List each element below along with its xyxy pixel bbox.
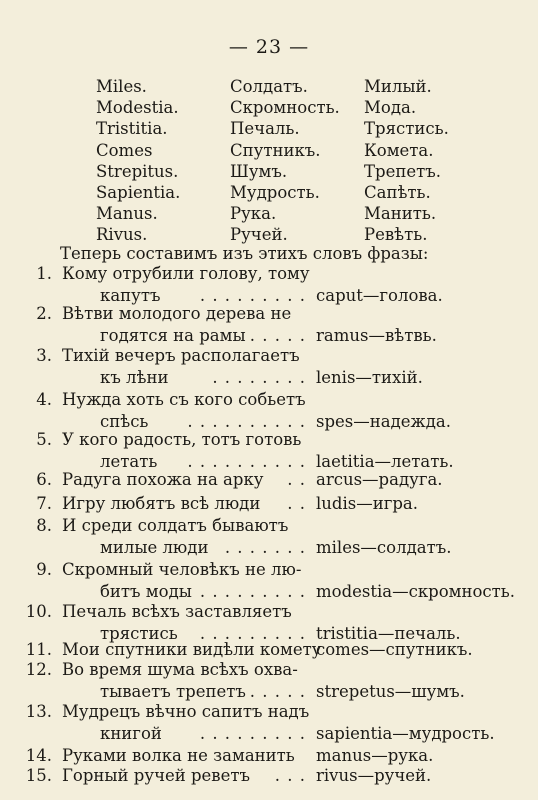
sentence-number: 11. [25, 640, 52, 659]
sentence-item [0, 702, 538, 746]
sentence-continuation: битъ моды [100, 582, 192, 601]
meaning-word: Ручей. [230, 225, 288, 245]
vocab-row [96, 118, 449, 139]
vocab-row [96, 161, 449, 182]
answer-text: lenis—тихій. [316, 368, 423, 387]
answer-text: manus—рука. [316, 746, 434, 765]
sentence-number: 10. [25, 602, 52, 621]
latin-word: Manus. [96, 204, 158, 224]
intro-line: Теперь составимъ изъ этихъ словъ фразы: [60, 244, 429, 263]
leader-dots: . . . . . [249, 326, 306, 345]
meaning-word: Скромность. [230, 98, 340, 118]
sentence-number: 4. [36, 390, 52, 409]
sentence-continuation: спѣсь [100, 412, 149, 431]
leader-dots: . . [287, 494, 306, 513]
sentence-continuation: годятся на рамы [100, 326, 246, 345]
vocab-row [96, 224, 449, 245]
sentence-item [0, 390, 538, 434]
meaning-word: Шумъ. [230, 161, 288, 181]
sentence-text: Скромный человѣкъ не лю- [62, 560, 302, 579]
latin-word: Sapientia. [96, 183, 181, 203]
sentence-text: Игру любятъ всѣ люди [62, 494, 261, 513]
answer-text: comes—спутникъ. [316, 640, 473, 659]
answer-text: strepetus—шумъ. [316, 682, 465, 701]
answer-text: arcus—радуга. [316, 470, 443, 489]
leader-dots: . . . . . . . . . [199, 724, 306, 743]
sentence-text: Горный ручей реветъ [62, 766, 250, 785]
leader-dots: . . . . . . . . . [199, 582, 306, 601]
vocab-row [96, 182, 449, 203]
sentence-continuation: къ лѣни [100, 368, 169, 387]
sentence-text: Нужда хоть съ кого собьетъ [62, 390, 306, 409]
sentence-number: 9. [36, 560, 52, 579]
answer-text: spes—надежда. [316, 412, 451, 431]
vocab-row [96, 97, 449, 118]
sentence-item [0, 264, 538, 308]
association-word: Ревѣть. [364, 225, 428, 245]
meaning-word: Солдатъ. [230, 77, 308, 96]
answer-text: sapientia—мудрость. [316, 724, 495, 743]
sentence-item [0, 516, 538, 560]
sentence-item [0, 430, 538, 474]
answer-text: ludis—игра. [316, 494, 418, 513]
leader-dots: . . . . . . . . [212, 368, 306, 387]
sentence-number: 15. [25, 766, 52, 785]
association-word: Милый. [364, 77, 432, 96]
leader-dots: . . [287, 470, 306, 489]
latin-word: Miles. [96, 77, 147, 96]
association-word: Манить. [364, 204, 437, 224]
sentence-continuation: книгой [100, 724, 162, 743]
meaning-word: Рука. [230, 204, 277, 224]
sentence-item [0, 470, 538, 492]
sentence-item [0, 560, 538, 604]
association-word: Комета. [364, 140, 434, 160]
vocab-row [96, 76, 449, 97]
sentence-number: 13. [25, 702, 52, 721]
answer-text: rivus—ручей. [316, 766, 432, 785]
association-word: Трепетъ. [364, 161, 441, 181]
leader-dots: . . . [274, 766, 306, 785]
sentence-text: У кого радость, тотъ готовь [62, 430, 302, 449]
answer-text: modestia—скромность. [316, 582, 516, 601]
leader-dots: . . . . . [249, 682, 306, 701]
sentence-number: 3. [36, 346, 52, 365]
sentence-item [0, 494, 538, 516]
association-word: Сапѣть. [364, 183, 431, 203]
sentence-text: Печаль всѣхъ заставляетъ [62, 602, 292, 621]
vocab-row [96, 203, 449, 224]
meaning-word: Спутникъ. [230, 140, 321, 160]
latin-word: Rivus. [96, 225, 148, 245]
vocab-row [96, 140, 449, 161]
association-word: Мода. [364, 98, 417, 118]
sentence-text: Радуга похожа на арку [62, 470, 264, 489]
sentence-text: Вѣтви молодого дерева не [62, 304, 292, 323]
answer-text: miles—солдатъ. [316, 538, 452, 557]
sentence-continuation: трястись [100, 624, 178, 643]
sentence-number: 5. [36, 430, 52, 449]
sentence-item [0, 746, 538, 768]
sentence-item [0, 766, 538, 788]
sentence-text: Мудрецъ вѣчно сапитъ надъ [62, 702, 310, 721]
vocabulary-table [96, 76, 449, 246]
sentence-item [0, 640, 538, 662]
sentence-text: Кому отрубили голову, тому [62, 264, 310, 283]
sentence-continuation: летать [100, 452, 158, 471]
sentence-number: 1. [36, 264, 52, 283]
answer-text: laetitia—летать. [316, 452, 454, 471]
sentence-number: 12. [25, 660, 52, 679]
latin-word: Comes [96, 140, 153, 160]
latin-word: Tristitia. [96, 119, 168, 139]
sentence-text: Во время шума всѣхъ охва- [62, 660, 298, 679]
answer-text: ramus—вѣтвь. [316, 326, 437, 345]
sentence-item [0, 660, 538, 704]
sentence-number: 8. [36, 516, 52, 535]
answer-text: tristitia—печаль. [316, 624, 461, 643]
sentence-item [0, 304, 538, 348]
sentence-continuation: милые люди [100, 538, 209, 557]
sentence-text: Мои спутники видѣли комету [62, 640, 322, 659]
sentence-text: И среди солдатъ бываютъ [62, 516, 289, 535]
meaning-word: Мудрость. [230, 183, 320, 203]
sentence-number: 7. [36, 494, 52, 513]
page-number: — 23 — [228, 36, 310, 58]
leader-dots: . . . . . . . . . . [187, 412, 306, 431]
leader-dots: . . . . . . . [224, 538, 306, 557]
leader-dots: . . . . . . . . . [199, 286, 306, 305]
sentence-continuation: тываетъ трепетъ [100, 682, 246, 701]
sentence-text: Тихій вечеръ располагаетъ [62, 346, 300, 365]
sentence-number: 6. [36, 470, 52, 489]
sentence-number: 2. [36, 304, 52, 323]
sentence-continuation: капутъ [100, 286, 161, 305]
answer-text: caput—голова. [316, 286, 443, 305]
latin-word: Strepitus. [96, 161, 179, 181]
sentence-text: Руками волка не заманить [62, 746, 295, 765]
sentence-number: 14. [25, 746, 52, 765]
leader-dots: . . . . . . . . . . [187, 452, 306, 471]
leader-dots: . . . . . . . . . [199, 624, 306, 643]
latin-word: Modestia. [96, 98, 179, 118]
meaning-word: Печаль. [230, 119, 300, 139]
association-word: Трястись. [364, 119, 449, 139]
sentence-item [0, 346, 538, 390]
